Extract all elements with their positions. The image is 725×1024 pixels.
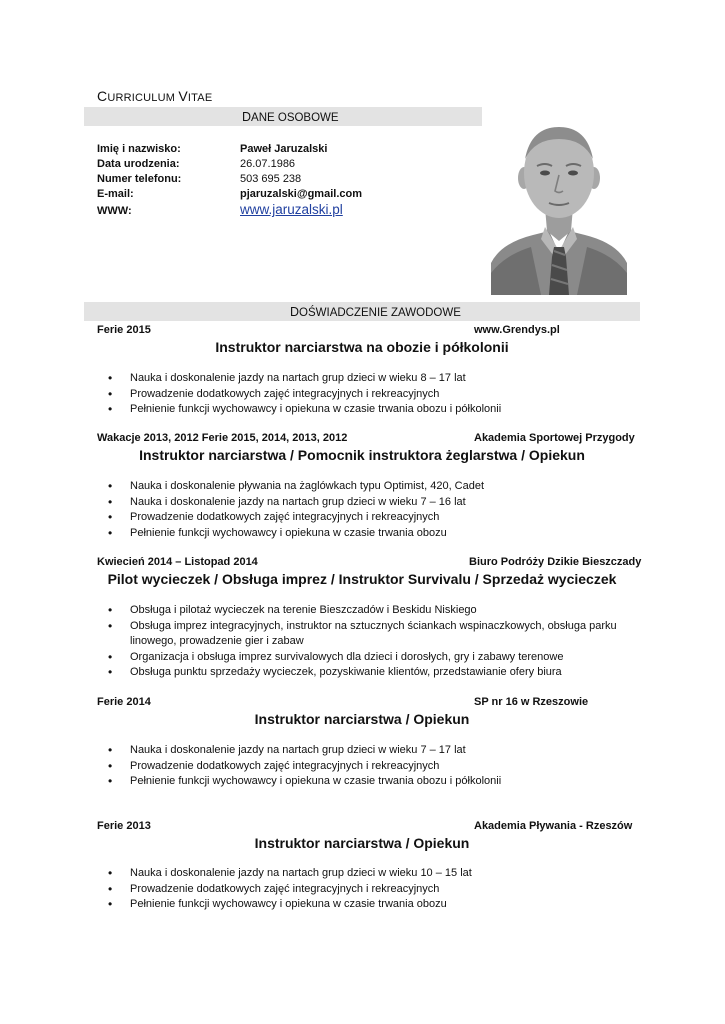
personal-section-title: DANE OSOBOWE: [242, 110, 339, 124]
job-title: Instruktor narciarstwa / Opiekun: [254, 711, 470, 727]
job-title: Instruktor narciarstwa / Pomocnik instruktora żeglarstwa / Opiekun: [139, 447, 585, 463]
birthdate-label: Data urodzenia:: [97, 158, 180, 170]
experience-section-title: DOŚWIADCZENIE ZAWODOWE: [290, 305, 461, 319]
phone-value: 503 695 238: [240, 173, 302, 185]
job-period: Kwiecień 2014 – Listopad 2014: [97, 556, 258, 568]
profile-photo: [491, 123, 627, 295]
name-label: Imię i nazwisko:: [97, 143, 181, 155]
duty-item: • Nauka i doskonalenie pływania na żaglówkach typu Optimist, 420, Cadet: [108, 479, 628, 495]
job-period: Ferie 2013: [97, 820, 151, 832]
duty-item: • Pełnienie funkcji wychowawcy i opiekuna w czasie trwania obozu: [108, 897, 628, 913]
job-period: Ferie 2014: [97, 696, 151, 708]
job-employer: www.Grendys.pl: [474, 324, 560, 336]
duty-item: • Prowadzenie dodatkowych zajęć integracyjnych i rekreacyjnych: [108, 387, 628, 403]
job-period: Wakacje 2013, 2012 Ferie 2015, 2014, 2013, 2012: [97, 432, 348, 444]
job-title: Pilot wycieczek / Obsługa imprez / Instruktor Survivalu / Sprzedaż wycieczek: [107, 571, 617, 587]
portrait-image: [491, 123, 627, 295]
duty-item: • Nauka i doskonalenie jazdy na nartach grup dzieci w wieku 10 – 15 lat: [108, 866, 628, 882]
duty-item: • Nauka i doskonalenie jazdy na nartach grup dzieci w wieku 8 – 17 lat: [108, 371, 628, 387]
birthdate-value: 26.07.1986: [240, 158, 296, 170]
duty-item: • Pełnienie funkcji wychowawcy i opiekuna w czasie trwania obozu i półkolonii: [108, 402, 628, 418]
duty-item: • Obsługa punktu sprzedaży wycieczek, pozyskiwanie klientów, przedstawianie ofery biura: [108, 665, 628, 681]
duty-item: • Obsługa imprez integracyjnych, instruktor na sztucznych ściankach wspinaczkowych, obsługa parku linowego, prowadzenie gier i zabaw: [108, 619, 628, 650]
job-employer: SP nr 16 w Rzeszowie: [474, 696, 589, 708]
duty-item: • Nauka i doskonalenie jazdy na nartach grup dzieci w wieku 7 – 16 lat: [108, 495, 628, 511]
duty-item: • Obsługa i pilotaż wycieczek na terenie Bieszczadów i Beskidu Niskiego: [108, 603, 628, 619]
duties-list: [108, 866, 628, 913]
duty-item: • Prowadzenie dodatkowych zajęć integracyjnych i rekreacyjnych: [108, 882, 628, 898]
experience-section-header: [84, 302, 640, 321]
document-title: CURRICULUM VITAE: [97, 88, 213, 104]
www-label: WWW:: [97, 205, 132, 217]
duties-list: [108, 371, 628, 418]
duties-list: [108, 603, 628, 681]
job-employer: Biuro Podróży Dzikie Bieszczady: [469, 556, 642, 568]
duty-item: • Pełnienie funkcji wychowawcy i opiekuna w czasie trwania obozu i półkolonii: [108, 774, 628, 790]
job-title: Instruktor narciarstwa / Opiekun: [254, 835, 470, 851]
duties-list: [108, 743, 628, 790]
website-link[interactable]: www.jaruzalski.pl: [240, 202, 343, 217]
duty-item: • Pełnienie funkcji wychowawcy i opiekuna w czasie trwania obozu: [108, 526, 628, 542]
job-period: Ferie 2015: [97, 324, 151, 336]
phone-label: Numer telefonu:: [97, 173, 182, 185]
email-label: E-mail:: [97, 188, 134, 200]
duties-list: [108, 479, 628, 541]
duty-item: • Organizacja i obsługa imprez survivalowych dla dzieci i dorosłych, gry i zabawy terenowe: [108, 650, 628, 666]
duty-item: • Nauka i doskonalenie jazdy na nartach grup dzieci w wieku 7 – 17 lat: [108, 743, 628, 759]
www-row: [240, 202, 343, 217]
duty-item: • Prowadzenie dodatkowych zajęć integracyjnych i rekreacyjnych: [108, 759, 628, 775]
job-employer: Akademia Pływania - Rzeszów: [474, 820, 633, 832]
job-title: Instruktor narciarstwa na obozie i półkolonii: [215, 339, 509, 355]
personal-section-header: [84, 107, 482, 126]
job-employer: Akademia Sportowej Przygody: [474, 432, 635, 444]
email-value: pjaruzalski@gmail.com: [240, 188, 362, 200]
name-value: Paweł Jaruzalski: [240, 143, 328, 155]
duty-item: • Prowadzenie dodatkowych zajęć integracyjnych i rekreacyjnych: [108, 510, 628, 526]
